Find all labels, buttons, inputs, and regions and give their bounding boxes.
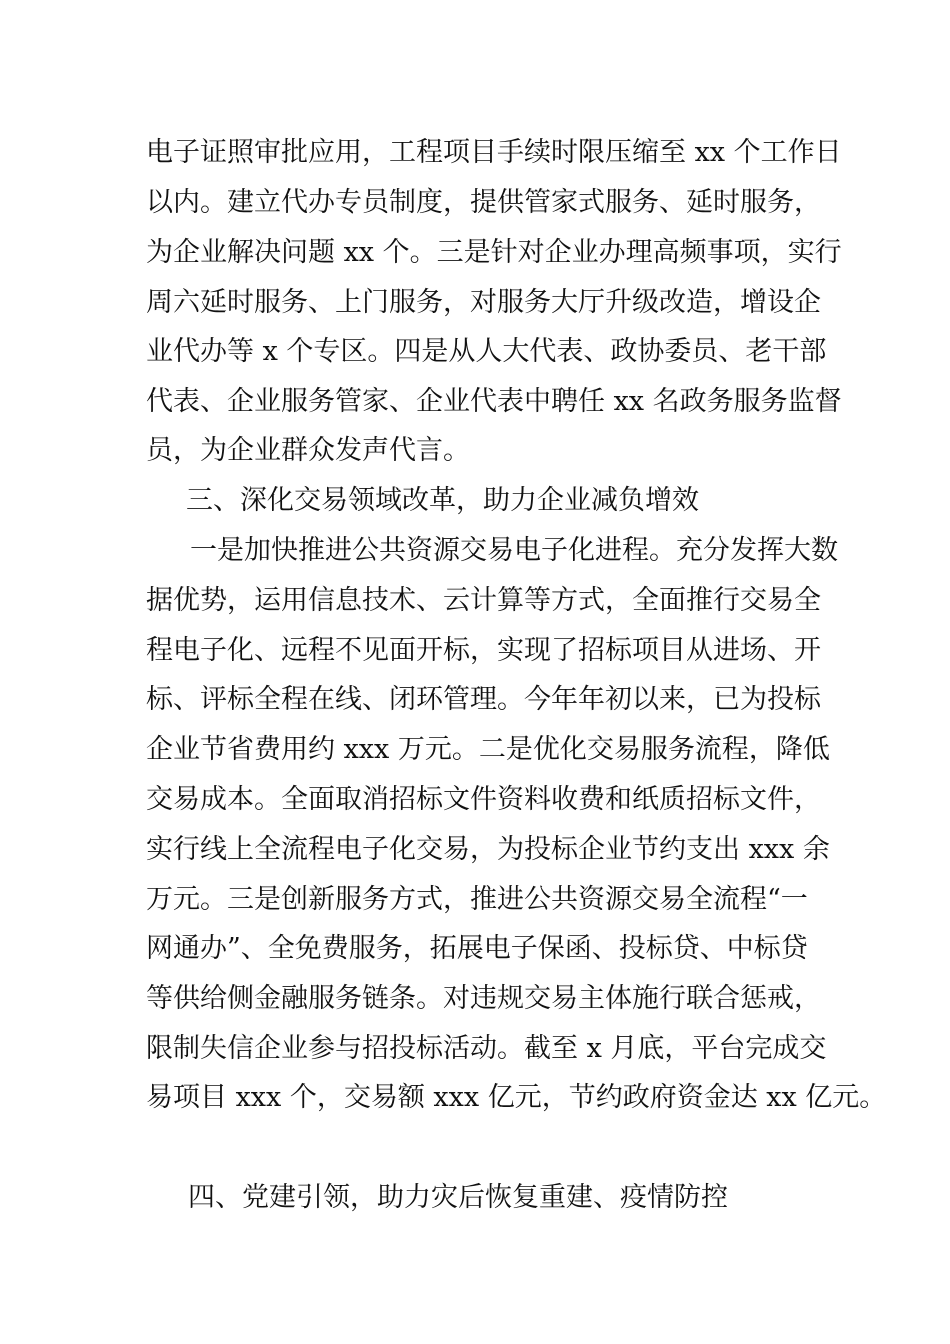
body-text-line: 程电子化、远程不见面开标，实现了招标项目从进场、开 [146,635,821,666]
body-text-line: 为企业解决问题 xx 个。三是针对企业办理高频事项，实行 [146,237,842,268]
body-text-line: 易项目 xxx 个，交易额 xxx 亿元，节约政府资金达 xx 亿元。 [146,1082,887,1113]
body-text-line: 企业节省费用约 xxx 万元。二是优化交易服务流程，降低 [146,734,830,765]
body-text-line: 业代办等 x 个专区。四是从人大代表、政协委员、老干部 [146,336,827,367]
body-text-line: 标、评标全程在线、闭环管理。今年年初以来，已为投标 [146,684,821,715]
body-text-line: 以内。建立代办专员制度，提供管家式服务、延时服务， [146,187,821,218]
body-text-line: 电子证照审批应用，工程项目手续时限压缩至 xx 个工作日 [146,137,842,168]
paragraph-first-line: 一是加快推进公共资源交易电子化进程。充分发挥大数 [190,535,838,566]
body-text-line: 代表、企业服务管家、企业代表中聘任 xx 名政务服务监督 [146,386,842,417]
body-text-line: 实行线上全流程电子化交易，为投标企业节约支出 xxx 余 [146,834,830,865]
body-text-line: 万元。三是创新服务方式，推进公共资源交易全流程“一 [146,884,808,915]
section-heading-4: 四、党建引领，助力灾后恢复重建、疫情防控 [188,1182,728,1213]
body-text-line: 网通办”、全免费服务，拓展电子保函、投标贷、中标贷 [146,933,808,964]
body-text-line: 等供给侧金融服务链条。对违规交易主体施行联合惩戒， [146,983,821,1014]
body-text-line: 据优势，运用信息技术、云计算等方式，全面推行交易全 [146,585,821,616]
body-text-line: 周六延时服务、上门服务，对服务大厅升级改造，增设企 [146,287,821,318]
body-text-line: 交易成本。全面取消招标文件资料收费和纸质招标文件， [146,784,821,815]
body-text-line: 限制失信企业参与招投标活动。截至 x 月底，平台完成交 [146,1033,827,1064]
body-text-line: 员，为企业群众发声代言。 [146,435,470,466]
section-heading-3: 三、深化交易领域改革，助力企业减负增效 [186,485,699,516]
